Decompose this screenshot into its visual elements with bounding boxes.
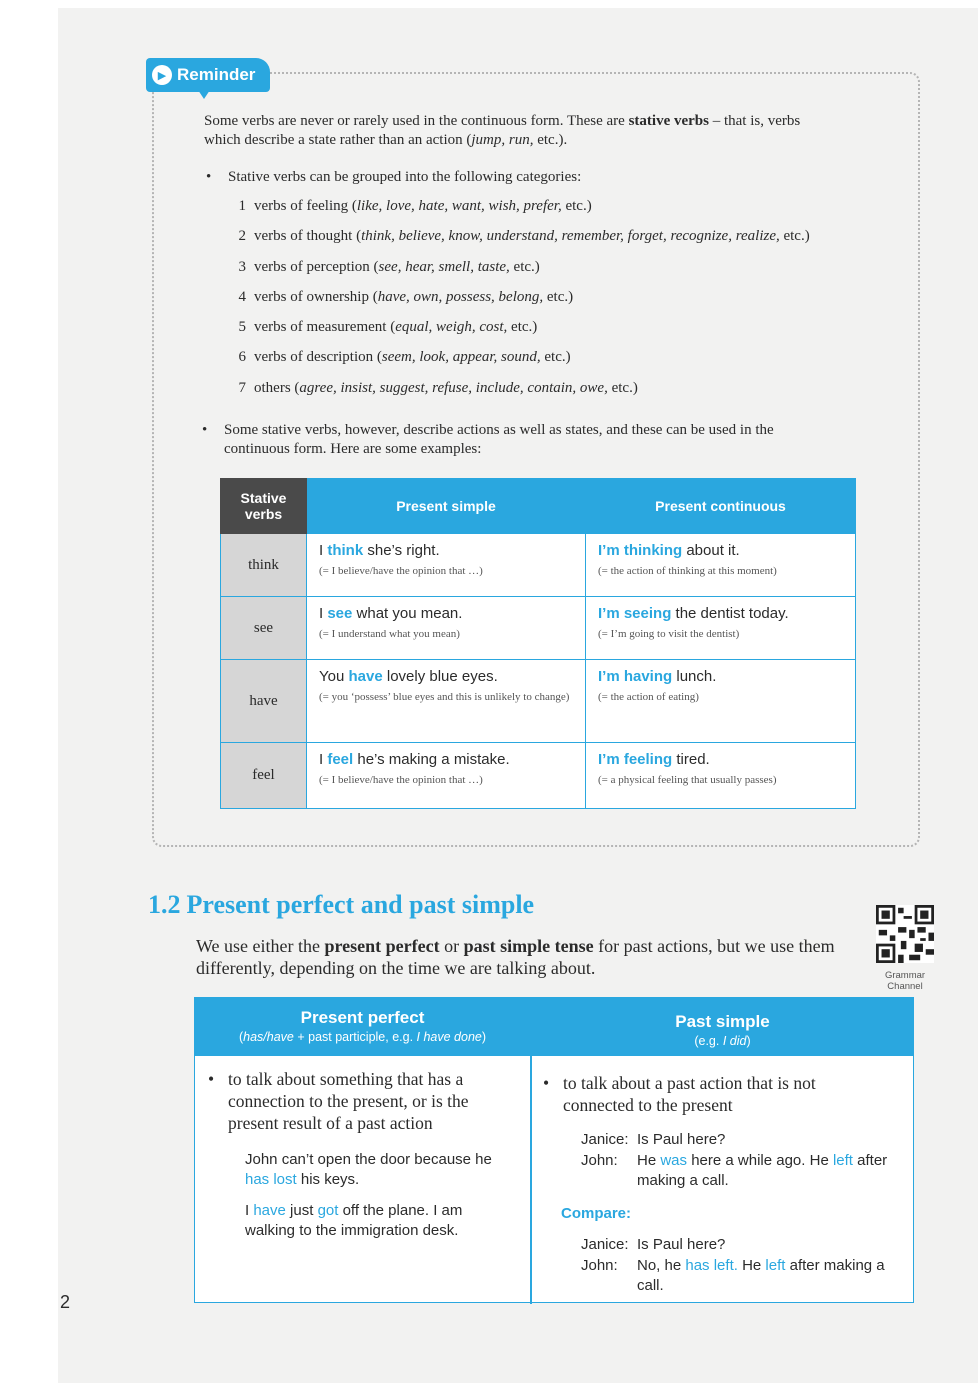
highlight-verb: feel <box>327 751 354 768</box>
speaker: Janice: <box>581 1236 629 1253</box>
subtitle-italic: I have done <box>416 1030 482 1044</box>
subtitle-italic: has/have <box>243 1030 294 1044</box>
simple-cell <box>307 534 586 597</box>
category-number: 4 <box>238 288 246 305</box>
category-examples: equal, weigh, cost, <box>395 319 508 336</box>
verb-cell: have <box>221 660 307 743</box>
reminder-title: Reminder <box>177 65 256 84</box>
line-text: He <box>637 1151 661 1169</box>
bullet-categories <box>206 168 828 187</box>
bullet-dot: • <box>202 422 208 438</box>
dialogue-2 <box>581 1235 903 1297</box>
table-header-row <box>221 479 856 534</box>
example-text: off the plane. I am walking to the immigration desk. <box>245 1202 463 1239</box>
example-2 <box>245 1201 515 1241</box>
meaning-note: (= I believe/have the opinion that …) <box>319 565 483 577</box>
continuous-cell <box>586 743 856 809</box>
category-item <box>236 228 810 258</box>
bullet-dot: • <box>206 169 212 185</box>
highlight-verb: left <box>765 1256 786 1274</box>
simple-cell <box>307 743 586 809</box>
section-title <box>148 890 534 920</box>
stative-verbs-table <box>220 478 856 809</box>
category-examples: like, love, hate, want, wish, prefer, <box>356 198 562 214</box>
example-text: his keys. <box>296 1171 360 1188</box>
reminder-tag <box>146 58 270 92</box>
past-simple-header <box>532 998 913 1056</box>
intro-bold: past simple tense <box>463 936 594 956</box>
dialogue-line <box>581 1235 903 1256</box>
sentence-text: she’s right. <box>363 542 440 559</box>
continuous-cell <box>586 597 856 660</box>
meaning-note: (= you ‘possess’ blue eyes and this is unlikely to change) <box>319 691 570 703</box>
bullet-text: Some stative verbs, however, describe actions as well as states, and these can be used in the continuous form. Here are some examples: <box>224 422 774 457</box>
highlight-verb: I’m feeling <box>598 751 673 768</box>
category-examples: think, believe, know, understand, remember, forget, recognize, realize, <box>361 228 780 245</box>
bullet-dot: • <box>543 1073 550 1093</box>
header-stative-verbs: Stative verbs <box>221 479 307 534</box>
category-label: verbs of measurement ( <box>254 319 396 336</box>
simple-cell <box>307 660 586 743</box>
sentence-text: the dentist today. <box>671 605 789 622</box>
category-end: etc.) <box>509 258 540 275</box>
dialogue-line <box>581 1130 891 1151</box>
category-number: 7 <box>238 379 246 396</box>
speaker: John: <box>581 1256 618 1274</box>
highlight-verb: have <box>253 1202 286 1219</box>
present-perfect-title: Present perfect <box>300 1008 425 1027</box>
category-end: etc.) <box>507 319 538 336</box>
table-row <box>221 743 856 809</box>
speaker: Janice: <box>581 1131 629 1148</box>
category-item <box>236 289 810 319</box>
verb-cell: think <box>221 534 307 597</box>
line-text: Is Paul here? <box>637 1131 726 1148</box>
sentence-text: I <box>319 542 328 559</box>
highlight-verb: I’m seeing <box>598 605 672 622</box>
qr-code-icon[interactable] <box>876 905 934 963</box>
verb-cell: see <box>221 597 307 660</box>
dialogue-line <box>581 1151 891 1192</box>
highlight-verb: left <box>832 1151 853 1169</box>
table-row <box>221 534 856 597</box>
meaning-note: (= I’m going to visit the dentist) <box>598 628 740 640</box>
sentence-text: lunch. <box>672 668 717 685</box>
subtitle-text: ( <box>238 1030 244 1044</box>
present-perfect-subtitle <box>195 1030 530 1044</box>
category-number: 5 <box>238 319 246 336</box>
sentence-text: You <box>319 668 349 685</box>
play-icon: ▶ <box>152 65 172 85</box>
intro-text: for past actions, but we use them differently, depending on the time we are talking about. <box>196 936 835 978</box>
line-text: He <box>737 1256 766 1274</box>
category-end: etc.) <box>779 228 810 245</box>
example-text: I <box>245 1202 254 1219</box>
category-end: etc.) <box>561 198 592 214</box>
sentence-text: lovely blue eyes. <box>382 668 498 685</box>
highlight-verb: see <box>327 605 353 622</box>
reminder-intro <box>204 112 834 150</box>
example-text: just <box>285 1202 318 1219</box>
subtitle-italic: I did <box>722 1034 747 1048</box>
table-row <box>221 660 856 743</box>
page-number: 2 <box>60 1292 71 1312</box>
section-number: 1.2 <box>148 890 181 919</box>
present-perfect-header <box>195 998 530 1056</box>
bullet-examples <box>202 421 834 459</box>
intro-bold: present perfect <box>324 936 440 956</box>
meaning-note: (= the action of eating) <box>598 691 699 703</box>
category-item <box>236 380 810 410</box>
continuous-cell <box>586 534 856 597</box>
category-examples: seem, look, appear, sound, <box>381 349 541 366</box>
highlight-verb: has lost <box>245 1171 297 1188</box>
intro-text-2: – that is, verbs which describe a state rather than an action ( <box>204 113 801 148</box>
subtitle-text: + past participle, e.g. <box>293 1030 417 1044</box>
category-item <box>236 259 810 289</box>
sentence-text: he’s making a mistake. <box>353 751 510 768</box>
sentence-text: tired. <box>672 751 710 768</box>
present-perfect-use <box>208 1068 518 1134</box>
highlight-verb: I’m having <box>598 668 673 685</box>
category-item <box>236 349 810 379</box>
example-1 <box>245 1150 520 1190</box>
line-text: Is Paul here? <box>637 1236 726 1253</box>
meaning-note: (= a physical feeling that usually passes) <box>598 774 777 786</box>
category-number: 2 <box>238 228 246 245</box>
subtitle-text: ) <box>481 1030 487 1044</box>
meaning-note: (= I believe/have the opinion that …) <box>319 774 483 786</box>
speaker: John: <box>581 1151 618 1169</box>
sentence-text: what you mean. <box>352 605 463 622</box>
line-text: after making a call. <box>637 1151 888 1189</box>
header-present-continuous: Present continuous <box>586 479 856 534</box>
highlight-verb: think <box>327 542 364 559</box>
comparison-box <box>194 997 914 1303</box>
compare-label: Compare: <box>561 1205 632 1222</box>
qr-label: Grammar Channel <box>884 970 926 992</box>
past-simple-subtitle <box>532 1034 913 1048</box>
category-end: etc.) <box>543 288 574 305</box>
simple-cell <box>307 597 586 660</box>
past-simple-title: Past simple <box>675 1012 770 1031</box>
intro-text: We use either the <box>196 936 325 956</box>
category-label: verbs of description ( <box>254 349 382 366</box>
category-number: 1 <box>238 198 246 214</box>
category-examples: have, own, possess, belong, <box>377 288 544 305</box>
category-number: 3 <box>238 258 246 275</box>
highlight-verb: was <box>660 1151 688 1169</box>
section-intro <box>196 935 861 979</box>
sentence-text: I <box>319 751 328 768</box>
intro-italic: jump, run, <box>471 132 534 148</box>
header-present-simple: Present simple <box>307 479 586 534</box>
highlight-verb: have <box>348 668 383 685</box>
table-row <box>221 597 856 660</box>
subtitle-text: (e.g. <box>694 1034 723 1048</box>
sentence-text: about it. <box>682 542 740 559</box>
intro-text-3: etc.). <box>533 132 568 148</box>
section-title-text: Present perfect and past simple <box>186 890 535 919</box>
category-list <box>236 198 810 410</box>
continuous-cell <box>586 660 856 743</box>
category-label: verbs of perception ( <box>254 258 379 275</box>
category-label: verbs of feeling ( <box>254 198 357 214</box>
use-text: to talk about something that has a connection to the present, or is the present result of a past action <box>228 1069 469 1133</box>
category-item <box>236 198 810 228</box>
line-text: No, he <box>637 1256 686 1274</box>
dialogue-1 <box>581 1130 891 1192</box>
past-simple-use <box>543 1072 883 1116</box>
category-end: etc.) <box>607 379 638 396</box>
highlight-verb: has left. <box>685 1256 738 1274</box>
intro-text: or <box>439 936 464 956</box>
subtitle-text: ) <box>746 1034 751 1048</box>
column-divider <box>530 998 532 1304</box>
use-text: to talk about a past action that is not connected to the present <box>563 1073 816 1115</box>
line-text: here a while ago. He <box>687 1151 833 1169</box>
category-label: others ( <box>254 379 300 396</box>
sentence-text: I <box>319 605 328 622</box>
verb-cell: feel <box>221 743 307 809</box>
intro-text: Some verbs are never or rarely used in the continuous form. These are <box>204 113 629 129</box>
bullet-text: Stative verbs can be grouped into the following categories: <box>228 169 582 185</box>
category-end: etc.) <box>540 349 571 366</box>
category-label: verbs of ownership ( <box>254 288 378 305</box>
category-examples: see, hear, smell, taste, <box>378 258 510 275</box>
dialogue-line <box>581 1256 903 1297</box>
category-item <box>236 319 810 349</box>
line-text: after making a call. <box>637 1256 885 1294</box>
example-text: John can’t open the door because he <box>245 1151 492 1168</box>
bullet-dot: • <box>208 1069 215 1089</box>
highlight-verb: I’m thinking <box>598 542 683 559</box>
category-label: verbs of thought ( <box>254 228 362 245</box>
category-examples: agree, insist, suggest, refuse, include, contain, owe, <box>299 379 608 396</box>
meaning-note: (= the action of thinking at this moment) <box>598 565 777 577</box>
intro-bold: stative verbs <box>628 113 709 129</box>
meaning-note: (= I understand what you mean) <box>319 628 460 640</box>
category-number: 6 <box>238 349 246 366</box>
highlight-verb: got <box>317 1202 339 1219</box>
